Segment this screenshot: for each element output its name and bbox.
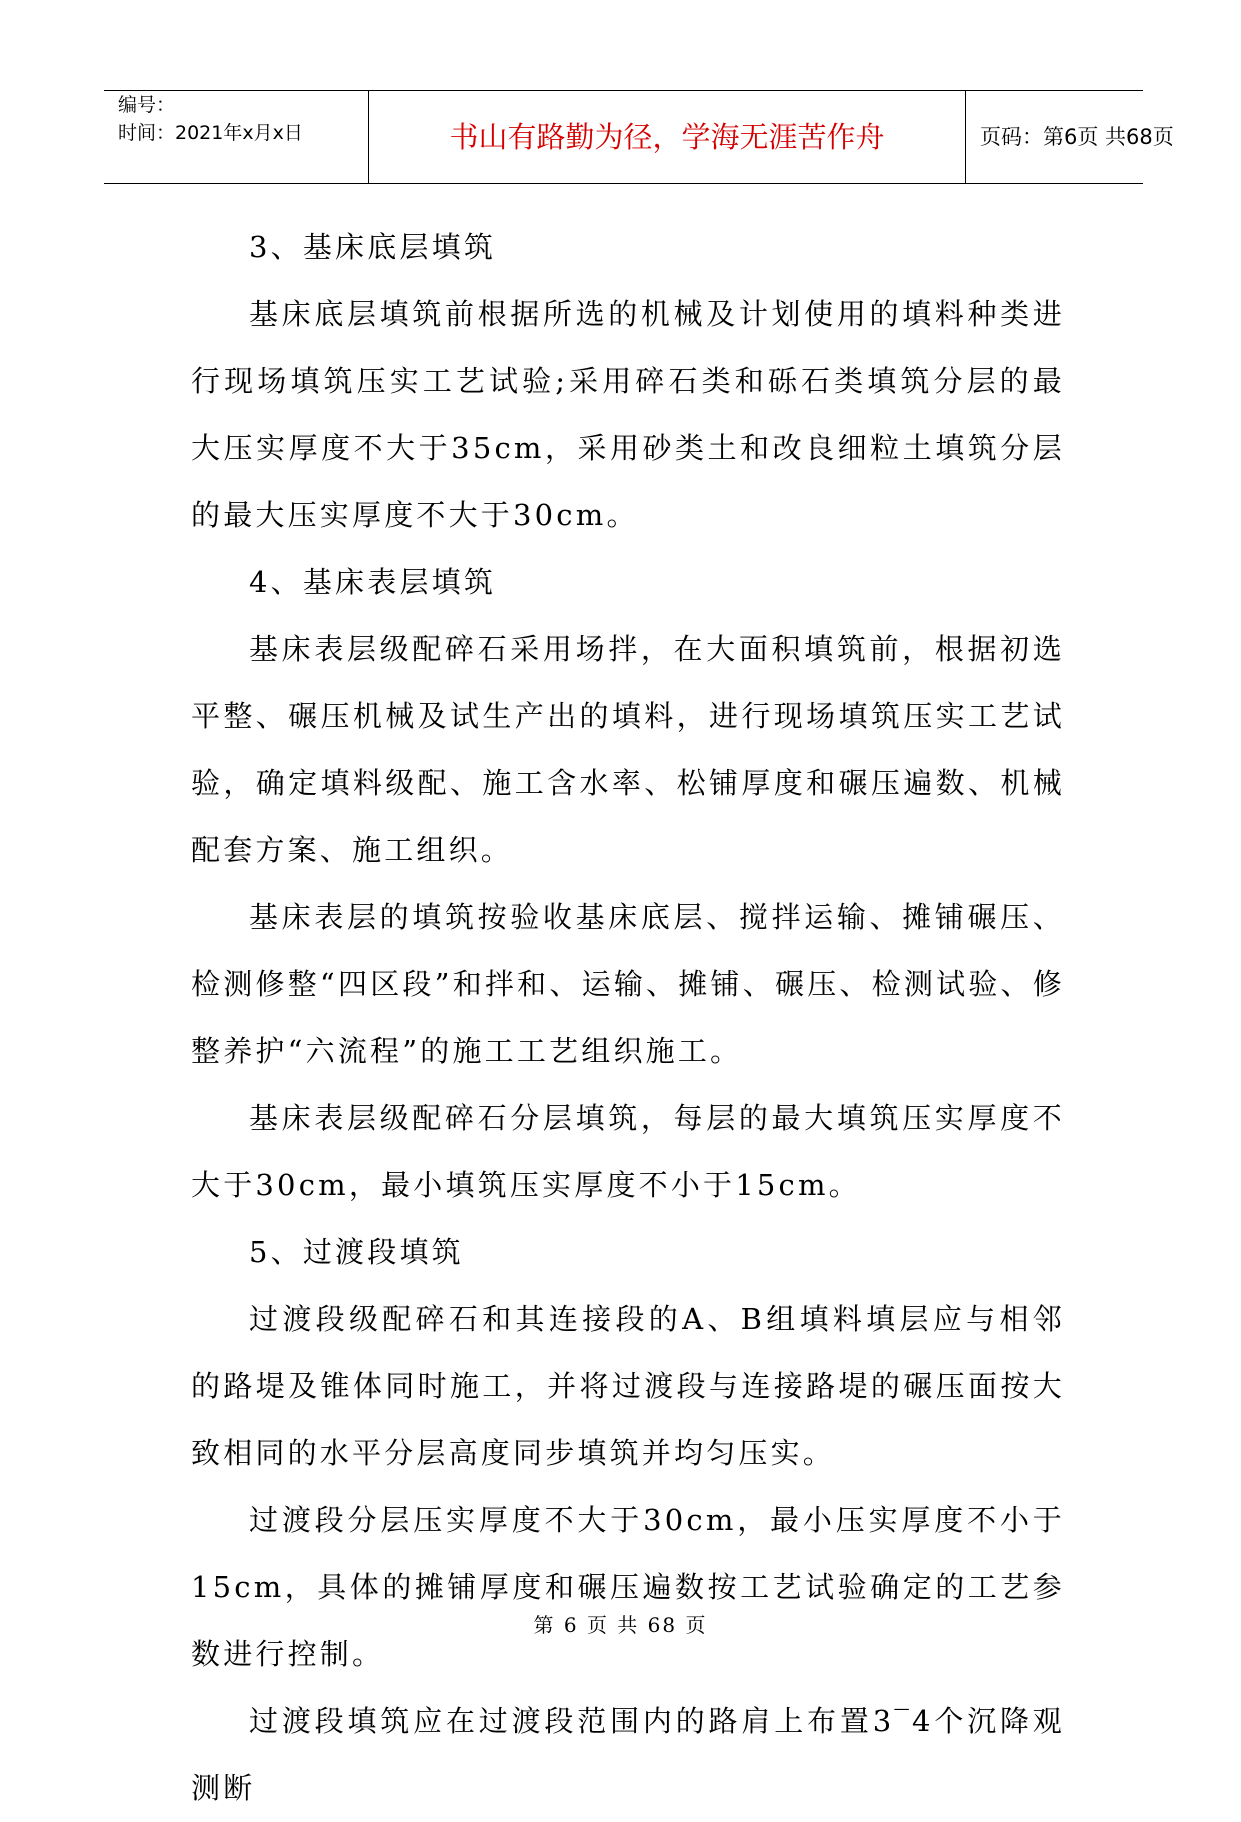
header-page-cell bbox=[966, 91, 1174, 183]
section-heading-5: 5、过渡段填筑 bbox=[249, 1235, 464, 1269]
header-page-code: 页码：第6页 共68页 bbox=[980, 125, 1174, 149]
paragraph: 基床表层级配碎石采用场拌，在大面积填筑前，根据初选平整、碾压机械及试生产出的填料，进行现场填筑压实工艺试验，确定填料级配、施工含水率、松铺厚度和碾压遍数、机械配套方案、施工组织。 bbox=[191, 632, 1065, 867]
document-time-label: 时间：2021年x月x日 bbox=[118, 122, 303, 144]
header-meta-cell bbox=[104, 91, 369, 183]
header-motto: 书山有路勤为径，学海无涯苦作舟 bbox=[449, 120, 885, 154]
section-heading-4: 4、基床表层填筑 bbox=[249, 565, 497, 599]
document-body bbox=[191, 214, 1065, 1822]
paragraph: 基床表层级配碎石分层填筑，每层的最大填筑压实厚度不大于30cm，最小填筑压实厚度不小于15cm。 bbox=[191, 1101, 1065, 1202]
paragraph: 过渡段级配碎石和其连接段的A、B组填料填层应与相邻的路堤及锥体同时施工，并将过渡段与连接路堤的碾压面按大致相同的水平分层高度同步填筑并均匀压实。 bbox=[191, 1302, 1065, 1470]
header-motto-cell bbox=[369, 91, 966, 183]
page-footer: 第 6 页 共 68 页 bbox=[533, 1613, 708, 1637]
paragraph: 基床表层的填筑按验收基床底层、搅拌运输、摊铺碾压、检测修整“四区段”和拌和、运输、摊铺、碾压、检测试验、修整养护“六流程”的施工工艺组织施工。 bbox=[191, 900, 1065, 1068]
paragraph: 过渡段填筑应在过渡段范围内的路肩上布置3‾4个沉降观测断 bbox=[191, 1704, 1065, 1805]
paragraph: 基床底层填筑前根据所选的机械及计划使用的填料种类进行现场填筑压实工艺试验;采用碎石类和砾石类填筑分层的最大压实厚度不大于35cm，采用砂类土和改良细粒土填筑分层的最大压实厚度不大于30cm。 bbox=[191, 297, 1065, 532]
page-header bbox=[104, 90, 1174, 184]
section-heading-3: 3、基床底层填筑 bbox=[249, 230, 497, 264]
paragraph: 过渡段分层压实厚度不大于30cm，最小压实厚度不小于15cm，具体的摊铺厚度和碾压遍数按工艺试验确定的工艺参数进行控制。 bbox=[191, 1503, 1065, 1671]
document-number-label: 编号： bbox=[118, 94, 176, 116]
